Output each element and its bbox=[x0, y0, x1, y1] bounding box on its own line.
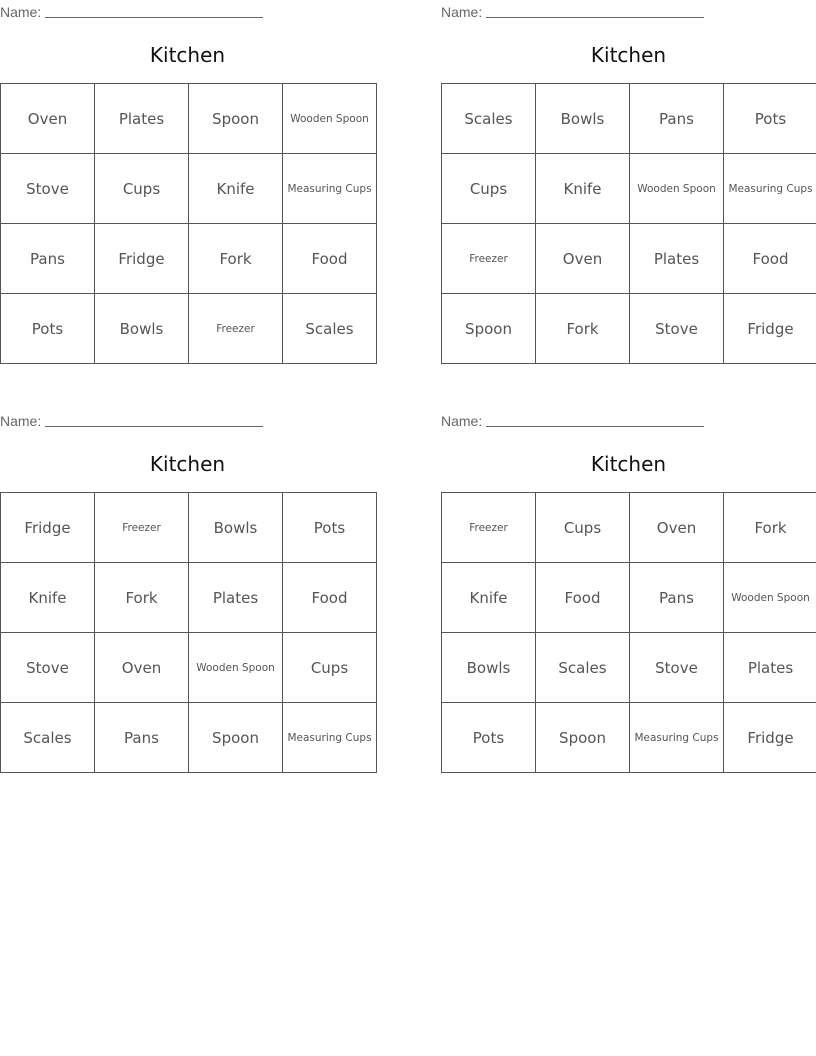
grid-row bbox=[1, 493, 377, 563]
bingo-grid bbox=[441, 83, 816, 364]
grid-cell: Pans bbox=[630, 563, 724, 633]
grid-cell: Fridge bbox=[95, 224, 189, 294]
grid-row bbox=[1, 703, 377, 773]
grid-cell: Wooden Spoon bbox=[724, 563, 816, 633]
grid-row bbox=[1, 633, 377, 703]
grid-cell: Oven bbox=[1, 84, 95, 154]
grid-row bbox=[442, 294, 816, 364]
name-line bbox=[441, 411, 704, 429]
grid-row bbox=[1, 224, 377, 294]
grid-row bbox=[442, 84, 816, 154]
grid-cell: Measuring Cups bbox=[283, 154, 377, 224]
bingo-card-2 bbox=[441, 0, 816, 365]
grid-row bbox=[442, 633, 816, 703]
grid-cell: Spoon bbox=[442, 294, 536, 364]
bingo-grid bbox=[0, 492, 377, 773]
bingo-card-4 bbox=[441, 409, 816, 774]
grid-cell: Bowls bbox=[95, 294, 189, 364]
grid-cell: Fridge bbox=[724, 294, 816, 364]
grid-cell: Stove bbox=[1, 154, 95, 224]
name-blank bbox=[486, 17, 704, 18]
name-blank bbox=[486, 426, 704, 427]
grid-cell: Food bbox=[283, 563, 377, 633]
grid-row bbox=[1, 154, 377, 224]
grid-cell: Stove bbox=[630, 294, 724, 364]
grid-row bbox=[442, 563, 816, 633]
grid-cell: Oven bbox=[95, 633, 189, 703]
name-line bbox=[0, 2, 263, 20]
grid-cell: Knife bbox=[536, 154, 630, 224]
bingo-grid bbox=[0, 83, 377, 364]
grid-cell: Fork bbox=[724, 493, 816, 563]
grid-cell: Spoon bbox=[536, 703, 630, 773]
grid-cell: Freezer bbox=[95, 493, 189, 563]
grid-row bbox=[442, 493, 816, 563]
card-title: Kitchen bbox=[149, 43, 226, 67]
grid-cell: Fork bbox=[189, 224, 283, 294]
grid-cell: Plates bbox=[724, 633, 816, 703]
name-blank bbox=[45, 426, 263, 427]
grid-cell: Pans bbox=[1, 224, 95, 294]
grid-cell: Fork bbox=[95, 563, 189, 633]
grid-cell: Pots bbox=[283, 493, 377, 563]
grid-cell: Measuring Cups bbox=[630, 703, 724, 773]
bingo-grid bbox=[441, 492, 816, 773]
grid-cell: Pans bbox=[630, 84, 724, 154]
grid-cell: Scales bbox=[283, 294, 377, 364]
grid-cell: Pans bbox=[95, 703, 189, 773]
grid-cell: Food bbox=[536, 563, 630, 633]
name-label: Name: bbox=[0, 4, 42, 20]
name-line bbox=[441, 2, 704, 20]
grid-cell: Wooden Spoon bbox=[283, 84, 377, 154]
grid-row bbox=[1, 294, 377, 364]
grid-cell: Cups bbox=[536, 493, 630, 563]
grid-cell: Freezer bbox=[189, 294, 283, 364]
grid-cell: Stove bbox=[630, 633, 724, 703]
grid-row bbox=[1, 563, 377, 633]
card-title: Kitchen bbox=[590, 452, 667, 476]
grid-cell: Plates bbox=[95, 84, 189, 154]
grid-cell: Plates bbox=[189, 563, 283, 633]
grid-cell: Scales bbox=[536, 633, 630, 703]
grid-cell: Knife bbox=[189, 154, 283, 224]
grid-row bbox=[442, 703, 816, 773]
grid-cell: Knife bbox=[1, 563, 95, 633]
grid-cell: Food bbox=[283, 224, 377, 294]
grid-cell: Freezer bbox=[442, 493, 536, 563]
bingo-card-3 bbox=[0, 409, 375, 774]
grid-row bbox=[442, 224, 816, 294]
grid-cell: Oven bbox=[630, 493, 724, 563]
name-line bbox=[0, 411, 263, 429]
grid-cell: Scales bbox=[1, 703, 95, 773]
grid-cell: Food bbox=[724, 224, 816, 294]
grid-row bbox=[1, 84, 377, 154]
grid-cell: Pots bbox=[724, 84, 816, 154]
bingo-card-1 bbox=[0, 0, 375, 365]
grid-cell: Scales bbox=[442, 84, 536, 154]
name-label: Name: bbox=[0, 413, 42, 429]
card-title: Kitchen bbox=[590, 43, 667, 67]
grid-cell: Cups bbox=[442, 154, 536, 224]
grid-cell: Measuring Cups bbox=[283, 703, 377, 773]
grid-cell: Freezer bbox=[442, 224, 536, 294]
grid-cell: Stove bbox=[1, 633, 95, 703]
grid-cell: Bowls bbox=[442, 633, 536, 703]
grid-cell: Spoon bbox=[189, 703, 283, 773]
grid-cell: Plates bbox=[630, 224, 724, 294]
grid-row bbox=[442, 154, 816, 224]
name-blank bbox=[45, 17, 263, 18]
grid-cell: Cups bbox=[283, 633, 377, 703]
grid-cell: Wooden Spoon bbox=[189, 633, 283, 703]
grid-cell: Measuring Cups bbox=[724, 154, 816, 224]
grid-cell: Wooden Spoon bbox=[630, 154, 724, 224]
name-label: Name: bbox=[441, 4, 483, 20]
grid-cell: Fridge bbox=[724, 703, 816, 773]
grid-cell: Pots bbox=[1, 294, 95, 364]
grid-cell: Knife bbox=[442, 563, 536, 633]
grid-cell: Oven bbox=[536, 224, 630, 294]
grid-cell: Bowls bbox=[536, 84, 630, 154]
grid-cell: Bowls bbox=[189, 493, 283, 563]
name-label: Name: bbox=[441, 413, 483, 429]
grid-cell: Pots bbox=[442, 703, 536, 773]
grid-cell: Cups bbox=[95, 154, 189, 224]
grid-cell: Fridge bbox=[1, 493, 95, 563]
card-title: Kitchen bbox=[149, 452, 226, 476]
grid-cell: Spoon bbox=[189, 84, 283, 154]
grid-cell: Fork bbox=[536, 294, 630, 364]
